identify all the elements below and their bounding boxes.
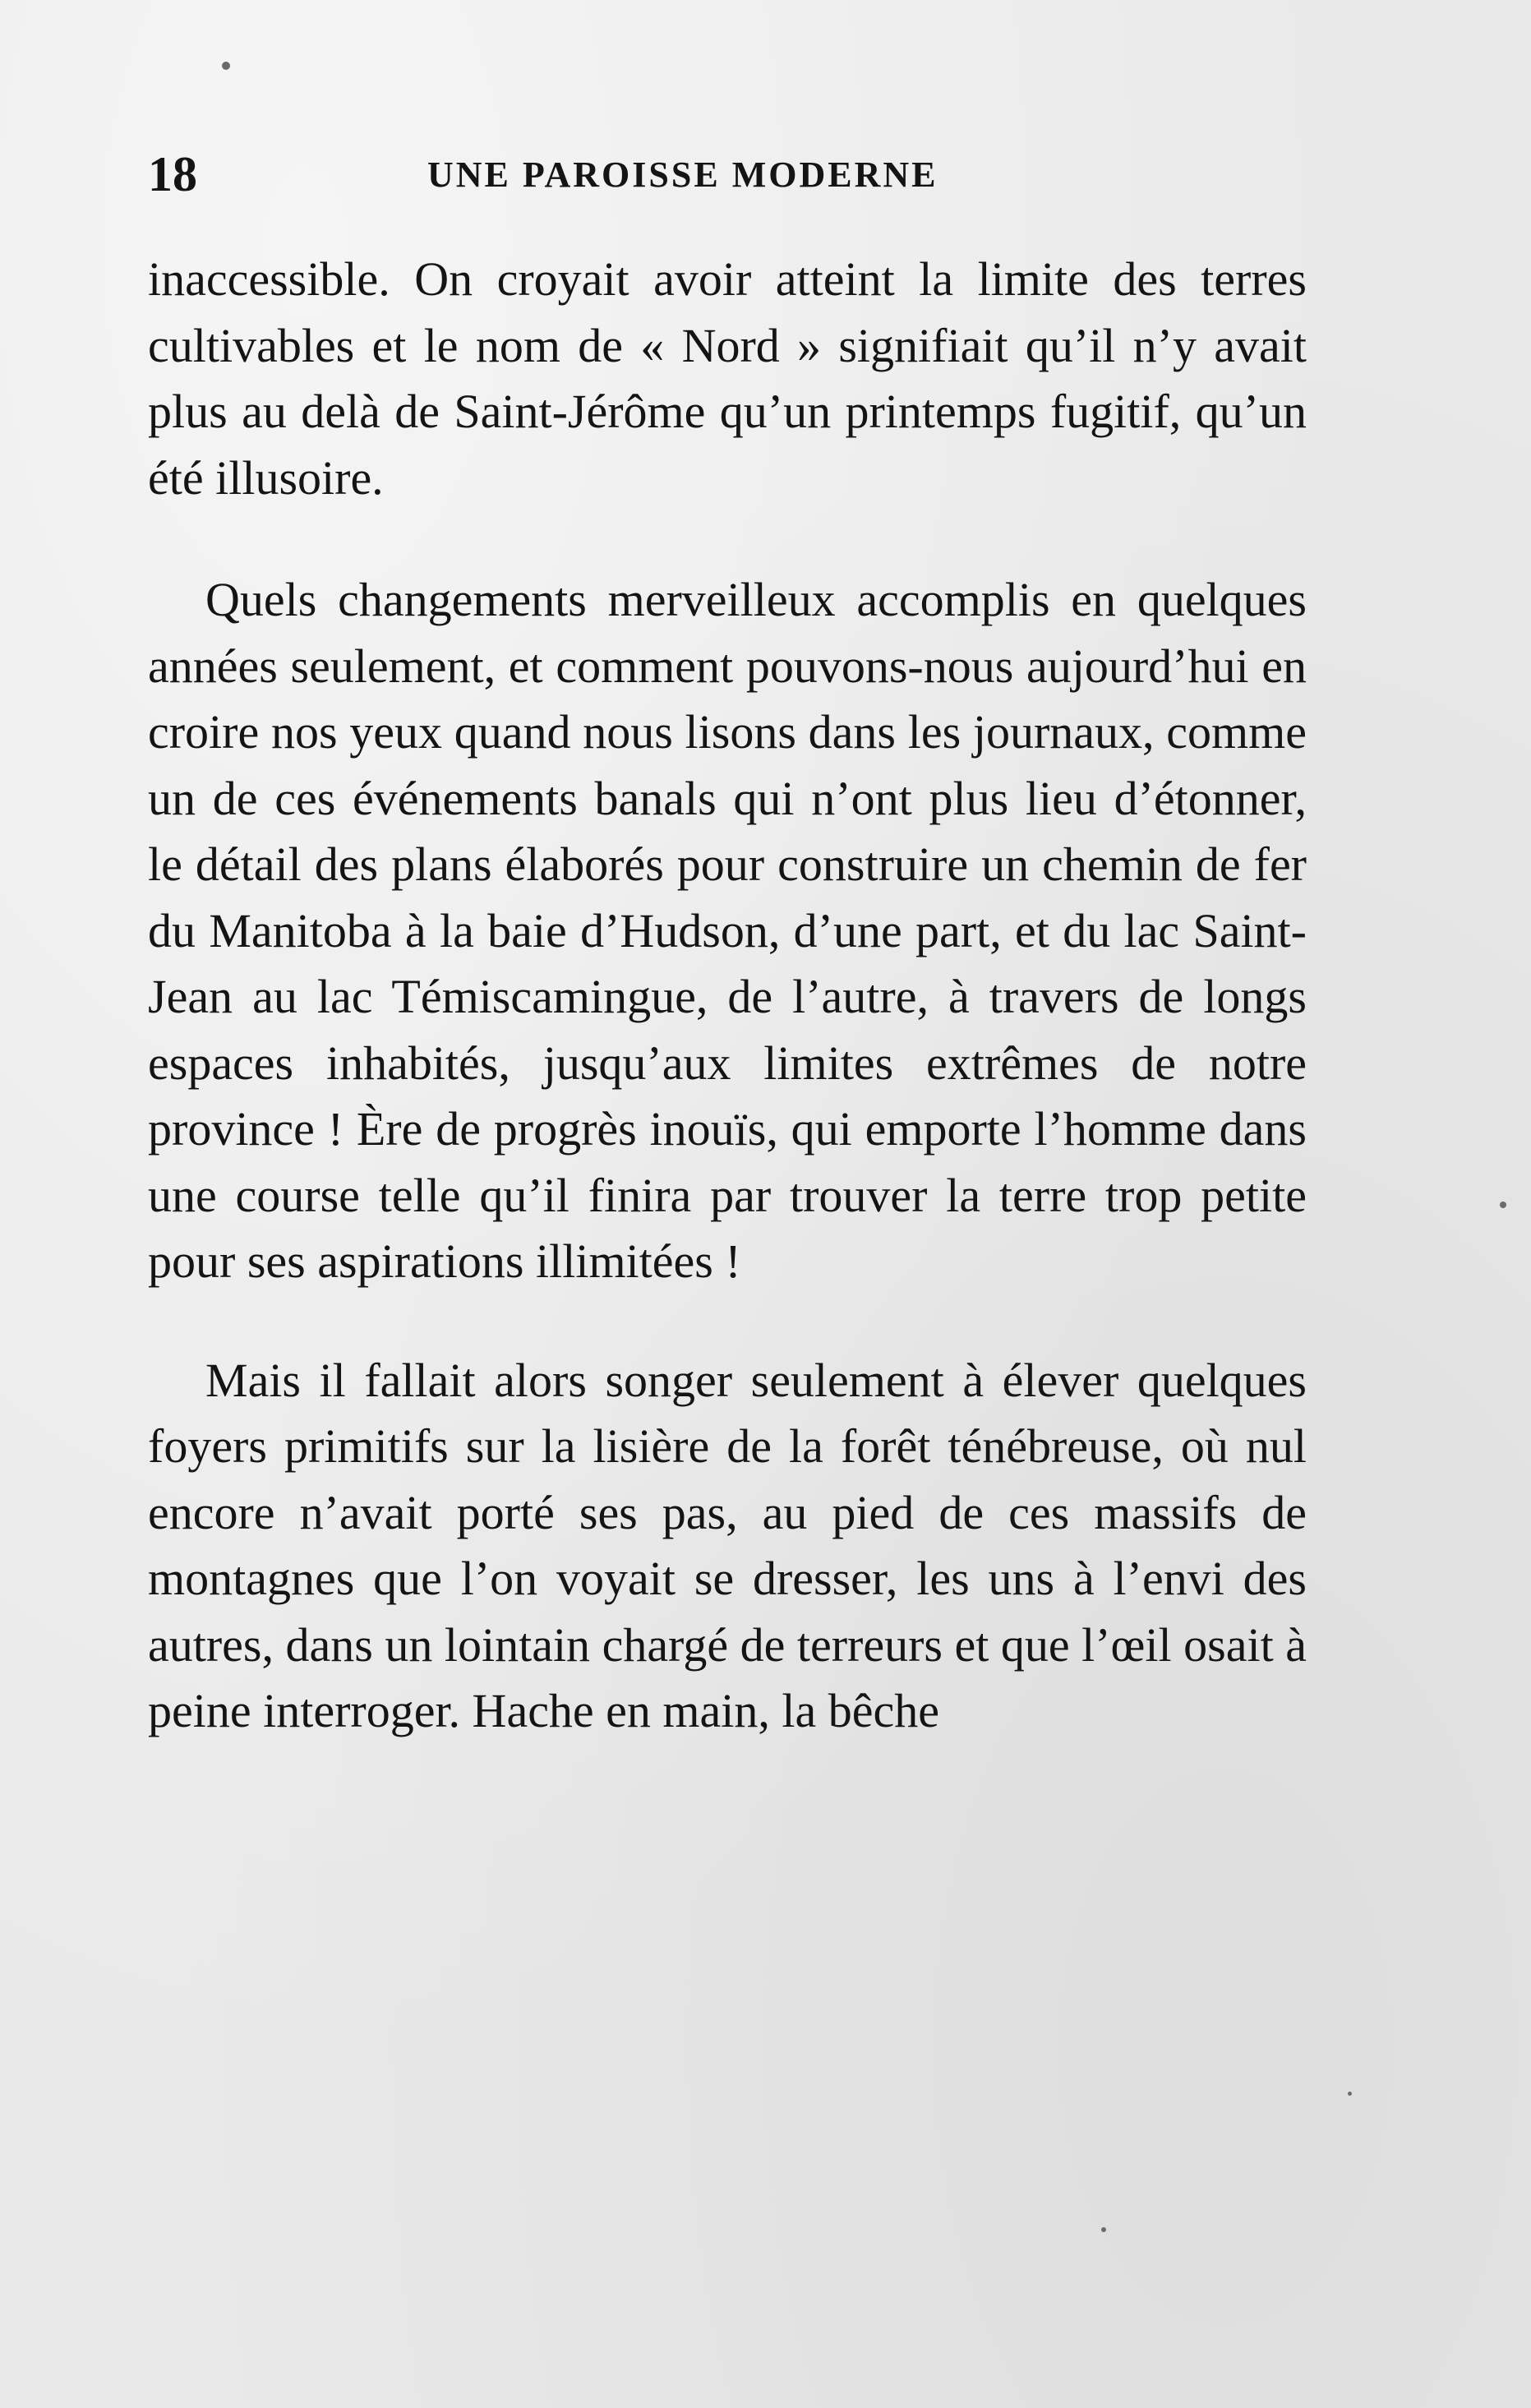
paper-speck [222, 62, 230, 70]
page-header [148, 141, 1323, 207]
paper-speck [1101, 2227, 1106, 2232]
paragraph-continued: inaccessible. On croyait avoir atteint la limite des terres cultivables et le nom de « Nord » signifiait qu’il n’y avait plus au delà de Saint-Jérôme qu’un printemps fugitif, qu’un été illusoire. [148, 252, 1307, 505]
page-number: 18 [148, 147, 197, 201]
paragraph: Mais il fallait alors songer seulement à élever quelques foyers primitifs sur la lisière de la forêt ténébreuse, où nul encore n’avait porté ses pas, au pied de ces massifs de montagnes que l’on voyait se dresser, les uns à l’envi des autres, dans un lointain chargé de terreurs et que l’œil osait à peine interroger. Hache en main, la bêche [148, 1353, 1307, 1737]
body-text [148, 247, 1307, 1745]
paragraph: Quels changements merveilleux accomplis en quelques années seulement, et comment pouvons-nous aujourd’hui en croire nos yeux quand nous lisons dans les journaux, comme un de ces événements banals qui n’ont plus lieu d’étonner, le détail des plans élaborés pour construire un chemin de fer du Manitoba à la baie d’Hudson, d’une part, et du lac Saint-Jean au lac Témiscamingue, de l’autre, à travers de longs espaces inhabités, jusqu’aux limites extrêmes de notre province ! Ère de progrès inouïs, qui emporte l’homme dans une course telle qu’il finira par trouver la terre trop petite pour ses aspirations illimitées ! [148, 573, 1307, 1288]
paper-speck [1348, 2092, 1352, 2096]
running-title: UNE PAROISSE MODERNE [427, 155, 938, 195]
paper-speck [1500, 1202, 1506, 1208]
